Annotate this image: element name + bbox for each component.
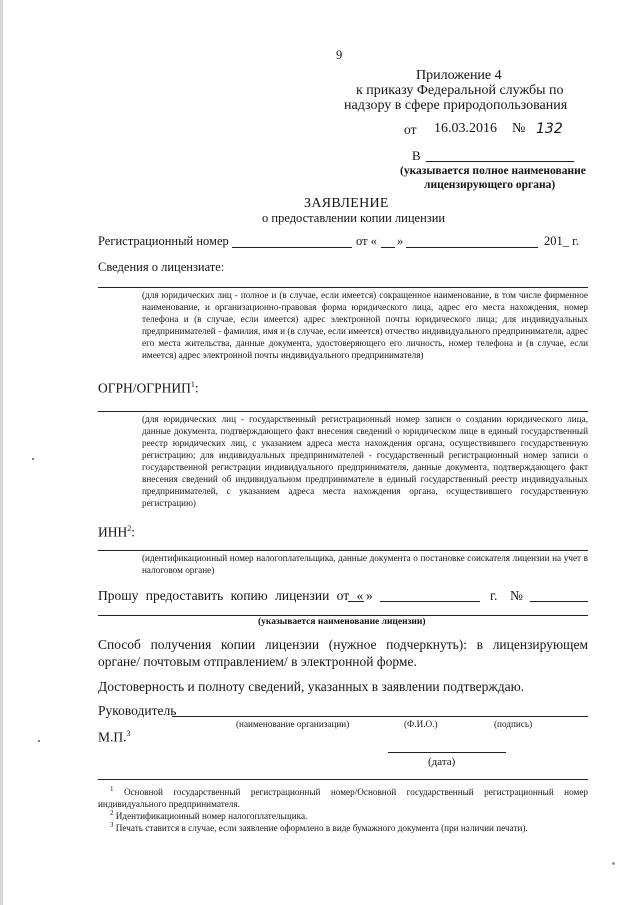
registration-day-line bbox=[381, 247, 395, 248]
registration-year: 201_ г. bbox=[544, 234, 579, 248]
request-number-line bbox=[530, 601, 588, 602]
request-note: (указывается наименование лицензии) bbox=[258, 617, 426, 627]
registration-month-line bbox=[406, 247, 538, 248]
request-year-g: г. bbox=[490, 588, 498, 603]
registration-number-line bbox=[232, 247, 352, 248]
document-title: ЗАЯВЛЕНИЕ bbox=[304, 196, 389, 211]
document-subtitle: о предоставлении копии лицензии bbox=[262, 211, 446, 225]
request-number-sign: № bbox=[510, 588, 523, 603]
inn-note: (идентификационный номер налогоплательщика, данные документа о постановке соискателя лицензии на учет в налоговом органе) bbox=[142, 553, 588, 575]
recipient-to: В bbox=[412, 148, 421, 163]
order-date-prefix: от bbox=[404, 122, 417, 137]
request-close-quote: » bbox=[366, 588, 373, 603]
request-text: Прошу предоставить копию лицензии от « bbox=[98, 588, 364, 603]
org-note: (наименование организации) bbox=[236, 719, 350, 729]
registration-close-quote: » bbox=[397, 234, 404, 248]
recipient-note-2: лицензирующего органа) bbox=[424, 179, 556, 191]
registration-label: Регистрационный номер bbox=[98, 234, 229, 248]
inn-line bbox=[98, 550, 588, 551]
ogrn-line bbox=[98, 411, 588, 412]
sign-note: (подпись) bbox=[494, 719, 533, 729]
order-number: 132 bbox=[536, 121, 563, 137]
licensee-label: Сведения о лицензиате: bbox=[98, 260, 225, 274]
ogrn-note: (для юридических лиц - государственный регистрационный номер записи о создании юридического лица, данные документа, подтверждающего факт внесения сведений о юридическом лице в единый государственный реестр юридических лиц, с указанием адреса места нахождения органа, осуществившего государственную регистрацию; для индивидуальных предпринимателей - государственный регистрационный номер записи о государственной регистрации индивидуального предпринимателя, данные документа, подтверждающего факт внесения сведений об индивидуальном предпринимателе в единый государственный реестр индивидуальных предпринимателей, с указанием адреса места нахождения органа, осуществившего государственную регистрацию) bbox=[142, 414, 588, 508]
licensee-note: (для юридических лиц - полное и (в случае, если имеется) сокращенное наименование, в том числе фирменное наименование, и организационно-правовая форма юридического лица, адрес его места нахождения, номер телефона и (в случае, если имеется) адрес электронной почты юридического лица; для индивидуальных предпринимателей - фамилия, имя и (в случае, если имеется) отчество индивидуального предпринимателя, адрес его места жительства, данные документа, удостоверяющего его личность, номер телефона и (в случае, если имеется) адрес электронной почты индивидуального предпринимателя) bbox=[142, 290, 588, 360]
fio-note: (Ф.И.О.) bbox=[404, 719, 438, 729]
scan-speck bbox=[32, 458, 34, 460]
method-text: Способ получения копии лицензии (нужное подчеркнуть): в лицензирующем органе/ почтовым отправлением/ в электронной форме. bbox=[98, 637, 588, 669]
order-number-prefix: № bbox=[512, 121, 526, 136]
scan-edge bbox=[0, 0, 3, 905]
scan-speck bbox=[612, 862, 615, 865]
registration-from: от « bbox=[356, 234, 377, 248]
inn-label: ИНН$^2$: bbox=[98, 524, 136, 540]
recipient-note-1: (указывается полное наименование bbox=[400, 165, 586, 177]
scan-speck bbox=[38, 740, 40, 742]
request-day-line bbox=[348, 601, 364, 602]
appendix-line3: надзору в сфере природопользования bbox=[344, 98, 568, 113]
appendix-line2: к приказу Федеральной службы по bbox=[356, 83, 564, 98]
stamp-label: М.П.$^3$ bbox=[98, 729, 131, 745]
request-month-line bbox=[380, 601, 480, 602]
footnote-3: $^3$ Печать ставится в случае, если заявление оформлено в виде бумажного документа (при наличии печати). bbox=[110, 821, 528, 834]
licensee-line bbox=[98, 287, 588, 288]
order-date: 16.03.2016 bbox=[434, 121, 497, 136]
ogrn-label: ОГРН/ОГРНИП$^1$: bbox=[98, 380, 199, 396]
date-line bbox=[388, 752, 506, 753]
confirm-text: Достоверность и полноту сведений, указанных в заявлении подтверждаю. bbox=[98, 679, 525, 694]
license-name-line bbox=[98, 615, 588, 616]
page-number: 9 bbox=[336, 48, 343, 62]
footnote-separator bbox=[98, 779, 588, 780]
head-label: Руководитель bbox=[98, 703, 177, 718]
recipient-line bbox=[426, 161, 574, 162]
footnote-2: $^2$ Идентификационный номер налогоплательщика. bbox=[110, 809, 308, 822]
footnote-1: $^1$ Основной государственный регистрационный номер/Основной государственный регистрационный номер индивидуального предпринимателя. bbox=[98, 785, 589, 810]
signature-line bbox=[172, 716, 588, 717]
date-note: (дата) bbox=[428, 756, 456, 768]
appendix-line1: Приложение 4 bbox=[416, 68, 502, 83]
